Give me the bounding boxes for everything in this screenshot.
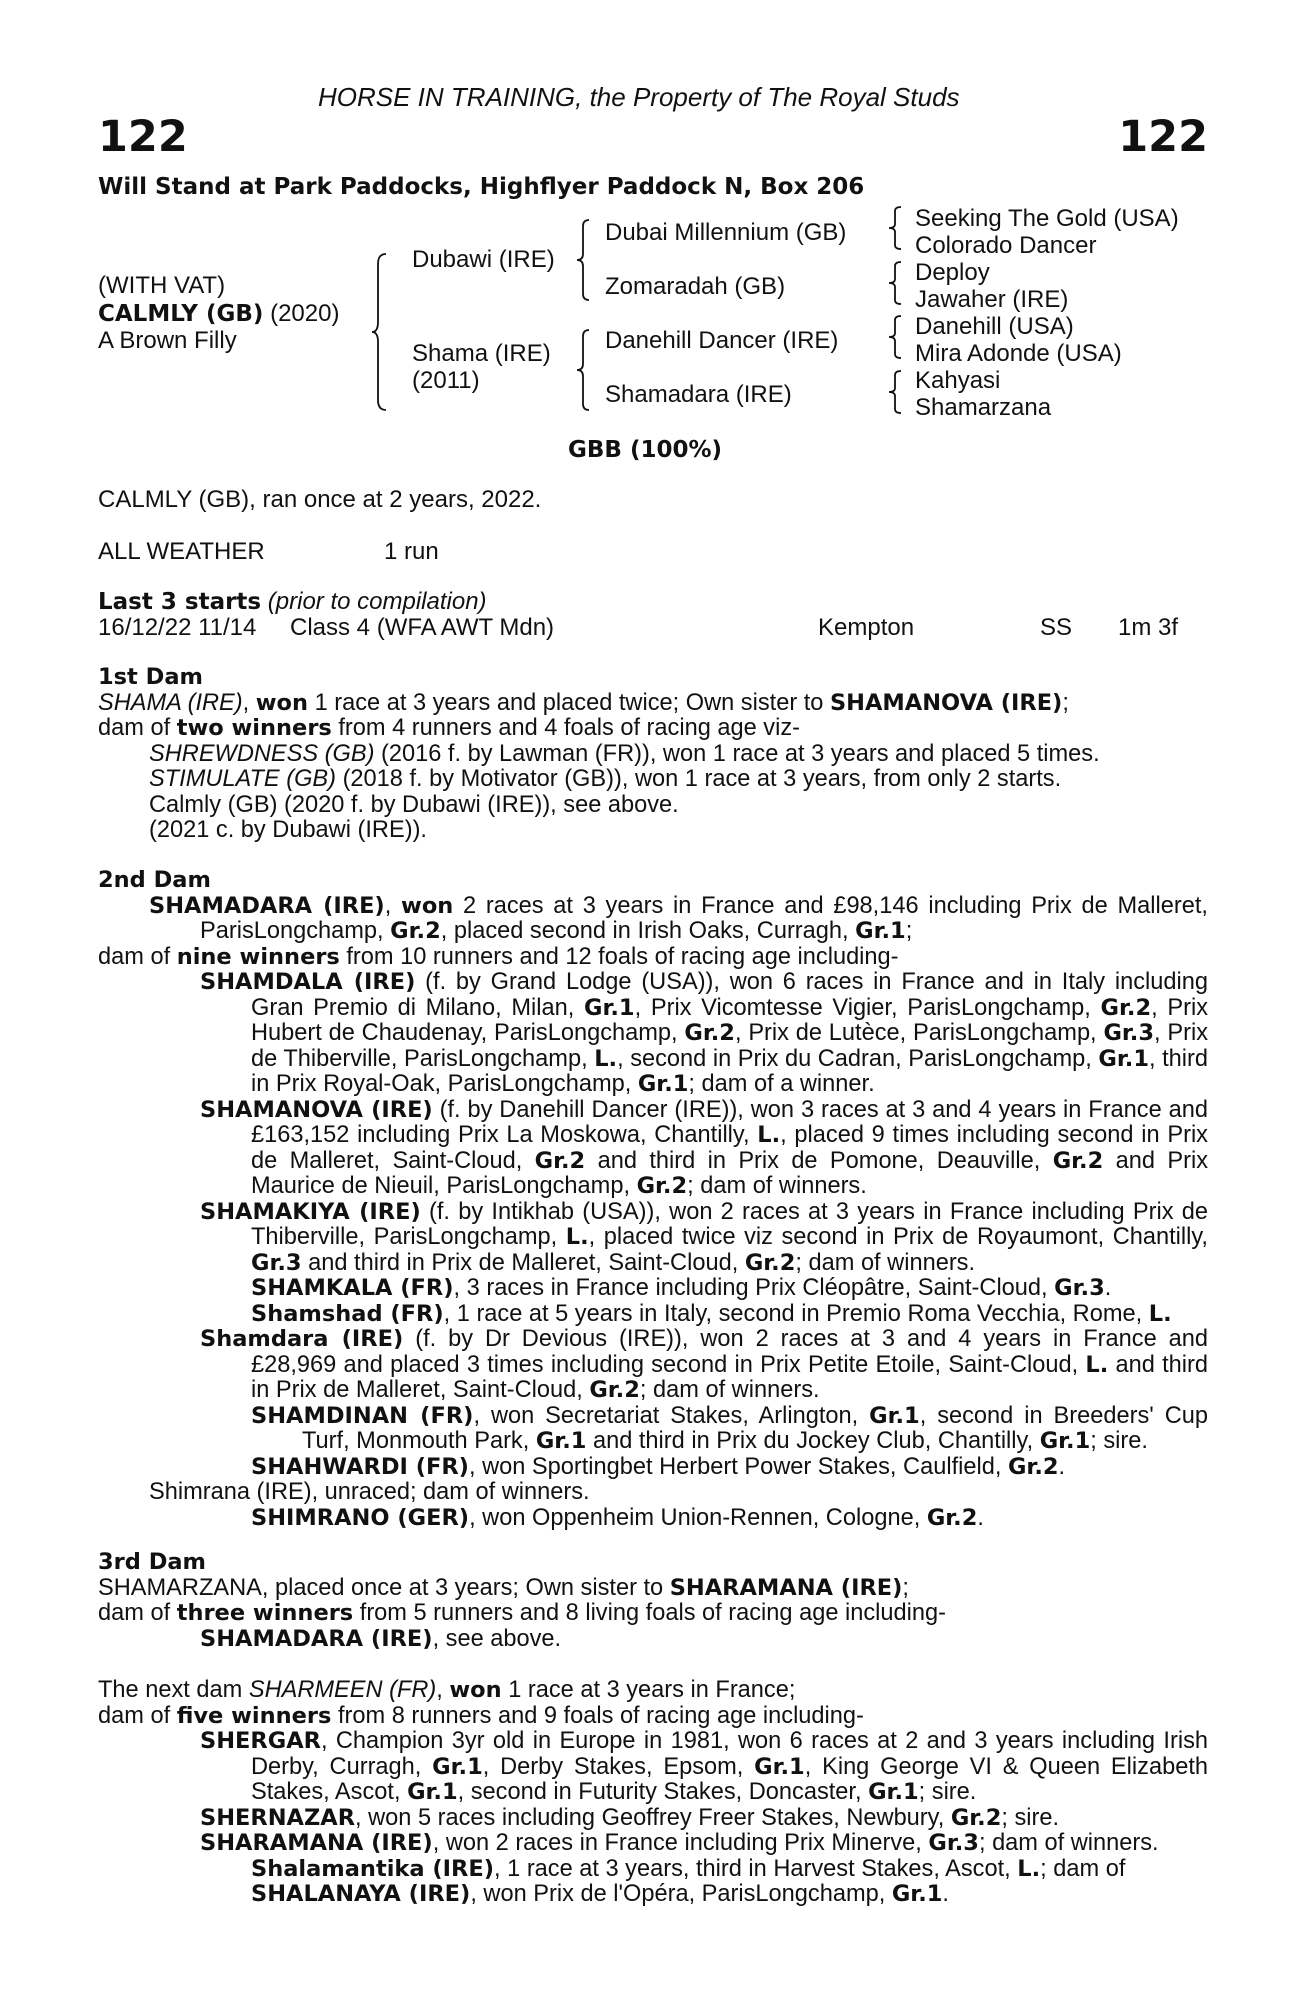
pedigree-bracket	[577, 218, 593, 304]
start-race: Class 4 (WFA AWT Mdn)	[290, 614, 555, 641]
great-grand-offspring-entry: SHALANAYA (IRE), won Prix de l'Opéra, ParisLongchamp, Gr.1.	[251, 1881, 949, 1907]
pedigree-bracket	[577, 328, 593, 414]
offspring-entry: SHREWDNESS (GB) (2016 f. by Lawman (FR)), won 1 race at 3 years and placed 5 times.	[149, 740, 1100, 767]
pedigree-bracket	[889, 260, 903, 310]
pedigree-bracket	[889, 314, 903, 364]
grand-offspring-entry: SHAMKALA (FR), 3 races in France including Prix Cléopâtre, Saint-Cloud, Gr.3.	[251, 1275, 1112, 1301]
gbb-rating: GBB (100%)	[568, 437, 723, 463]
horse-description: A Brown Filly	[98, 327, 237, 354]
dam-produce-summary: dam of nine winners from 10 runners and 12 foals of racing age including-	[98, 943, 899, 970]
pedigree-dam-year: (2011)	[412, 367, 480, 394]
start-date-position: 16/12/22 11/14	[98, 614, 257, 641]
pedigree-dam-dam: Shamadara (IRE)	[605, 381, 792, 408]
pedigree-g3: Jawaher (IRE)	[915, 286, 1069, 313]
pedigree-sire: Dubawi (IRE)	[412, 246, 555, 273]
dam-description: SHAMARZANA, placed once at 3 years; Own sister to SHARAMANA (IRE);	[98, 1574, 909, 1601]
page-title: HORSE IN TRAINING, the Property of The Royal Studs	[318, 82, 960, 112]
pedigree-dam-sire: Danehill Dancer (IRE)	[605, 327, 839, 354]
horse-year: (2020)	[270, 300, 340, 327]
offspring-entry: Calmly (GB) (2020 f. by Dubawi (IRE)), see above.	[149, 791, 679, 818]
pedigree-g3: Seeking The Gold (USA)	[915, 205, 1179, 232]
start-course: Kempton	[818, 614, 915, 641]
pedigree-g3: Shamarzana	[915, 394, 1052, 421]
lot-number-left: 122	[98, 112, 188, 162]
dam-description: The next dam SHARMEEN (FR), won 1 race at 3 years in France;	[98, 1677, 796, 1703]
grand-offspring-entry: SHAHWARDI (FR), won Sportingbet Herbert Power Stakes, Caulfield, Gr.2.	[251, 1453, 1066, 1480]
section-heading: 3rd Dam	[98, 1549, 206, 1575]
lot-number-right: 122	[1118, 112, 1208, 162]
section-heading: 2nd Dam	[98, 867, 211, 893]
offspring-entry: Shamdara (IRE) (f. by Dr Devious (IRE)), won 2 races at 3 and 4 years in France and £28,969 and placed 3 times including second in Prix Petite Etoile, Saint-Cloud, L. and third in Prix de Malleret, Saint-Cloud, Gr.2; dam of winners.	[200, 1326, 1209, 1403]
offspring-entry: SHAMANOVA (IRE) (f. by Danehill Dancer (IRE)), won 3 races at 3 and 4 years in France and £163,152 including Prix La Moskowa, Chantilly, L., placed 9 times including second in Prix de Malleret, Saint-Cloud, Gr.2 and third in Prix de Pomone, Deauville, Gr.2 and Prix Maurice de Nieuil, ParisLongchamp, Gr.2; dam of winners.	[200, 1096, 1208, 1199]
pedigree-bracket	[889, 205, 903, 255]
pedigree-g3: Kahyasi	[915, 367, 1001, 394]
pedigree-dam: Shama (IRE)	[412, 340, 551, 367]
grand-offspring-entry: SHAMDINAN (FR), won Secretariat Stakes, Arlington, Gr.1, second in Breeders' Cup Turf, Monmouth Park, Gr.1 and third in Prix du Jockey Club, Chantilly, Gr.1; sire.	[251, 1402, 1208, 1454]
offspring-entry: SHERGAR, Champion 3yr old in Europe in 1981, won 6 races at 2 and 3 years including Irish Derby, Curragh, Gr.1, Derby Stakes, Epsom, Gr.1, King George VI & Queen Elizabeth Stakes, Ascot, Gr.1, second in Futurity Stakes, Doncaster, Gr.1; sire.	[200, 1728, 1208, 1805]
offspring-entry: (2021 c. by Dubawi (IRE)).	[149, 817, 427, 843]
start-going: SS	[1040, 614, 1073, 641]
third-dam-section	[98, 1550, 1208, 1652]
offspring-entry: SHAMDALA (IRE) (f. by Grand Lodge (USA)), won 6 races in France and in Italy including Gran Premio di Milano, Milan, Gr.1, Prix Vicomtesse Vigier, ParisLongchamp, Gr.2, Prix Hubert de Chaudenay, ParisLongchamp, Gr.2, Prix de Lutèce, ParisLongchamp, Gr.3, Prix de Thiberville, ParisLongchamp, L., second in Prix du Cadran, ParisLongchamp, Gr.1, third in Prix Royal-Oak, ParisLongchamp, Gr.1; dam of a winner.	[200, 969, 1208, 1097]
last-starts-heading: Last 3 starts (prior to compilation)	[98, 588, 487, 615]
offspring-entry: STIMULATE (GB) (2018 f. by Motivator (GB)), won 1 race at 3 years, from only 2 starts.	[149, 766, 1062, 792]
grand-offspring-entry: SHIMRANO (GER), won Oppenheim Union-Rennen, Cologne, Gr.2.	[251, 1504, 984, 1531]
vat-note: (WITH VAT)	[98, 272, 226, 299]
pedigree-g3: Danehill (USA)	[915, 313, 1074, 340]
dam-description: SHAMA (IRE), won 1 race at 3 years and placed twice; Own sister to SHAMANOVA (IRE);	[98, 689, 1069, 716]
pedigree-g3: Mira Adonde (USA)	[915, 340, 1122, 367]
horse-name-line	[98, 300, 339, 328]
horse-name: CALMLY (GB)	[98, 301, 264, 327]
second-dam-section	[98, 868, 1208, 1531]
dam-produce-summary: dam of three winners from 5 runners and 8 living foals of racing age including-	[98, 1600, 946, 1626]
race-summary: CALMLY (GB), ran once at 2 years, 2022.	[98, 486, 542, 513]
pedigree-bracket	[372, 252, 392, 412]
pedigree-sire-sire: Dubai Millennium (GB)	[605, 219, 847, 246]
pedigree-g3: Colorado Dancer	[915, 232, 1097, 259]
grand-offspring-entry: Shamshad (FR), 1 race at 5 years in Italy, second in Premio Roma Vecchia, Rome, L.	[251, 1300, 1172, 1327]
fourth-dam-section	[98, 1678, 1208, 1908]
all-weather-label: ALL WEATHER	[98, 538, 265, 565]
offspring-entry: SHAMAKIYA (IRE) (f. by Intikhab (USA)), won 2 races at 3 years in France including Prix de Thiberville, ParisLongchamp, L., placed twice viz second in Prix de Royaumont, Chantilly, Gr.3 and third in Prix de Malleret, Saint-Cloud, Gr.2; dam of winners.	[200, 1198, 1208, 1276]
offspring-entry: SHAMADARA (IRE), see above.	[200, 1625, 562, 1652]
all-weather-value: 1 run	[384, 538, 439, 565]
offspring-entry: SHERNAZAR, won 5 races including Geoffrey Freer Stakes, Newbury, Gr.2; sire.	[200, 1804, 1060, 1831]
offspring-entry: SHARAMANA (IRE), won 2 races in France including Prix Minerve, Gr.3; dam of winners.	[200, 1830, 1159, 1856]
stand-location: Will Stand at Park Paddocks, Highflyer Paddock N, Box 206	[98, 174, 865, 200]
pedigree-g3: Deploy	[915, 259, 990, 286]
section-heading: 1st Dam	[98, 664, 203, 690]
pedigree-bracket	[889, 369, 903, 419]
start-distance: 1m 3f	[1118, 614, 1179, 641]
first-dam-section	[98, 665, 1208, 844]
pedigree-sire-dam: Zomaradah (GB)	[605, 273, 786, 300]
dam-description: SHAMADARA (IRE), won 2 races at 3 years in France and £98,146 including Prix de Malleret, ParisLongchamp, Gr.2, placed second in Irish Oaks, Curragh, Gr.1;	[149, 892, 1208, 944]
dam-produce-summary: dam of two winners from 4 runners and 4 foals of racing age viz-	[98, 715, 800, 741]
offspring-entry: Shimrana (IRE), unraced; dam of winners.	[149, 1479, 590, 1505]
grand-offspring-entry: Shalamantika (IRE), 1 race at 3 years, third in Harvest Stakes, Ascot, L.; dam of	[251, 1855, 1126, 1882]
dam-produce-summary: dam of five winners from 8 runners and 9 foals of racing age including-	[98, 1702, 864, 1729]
